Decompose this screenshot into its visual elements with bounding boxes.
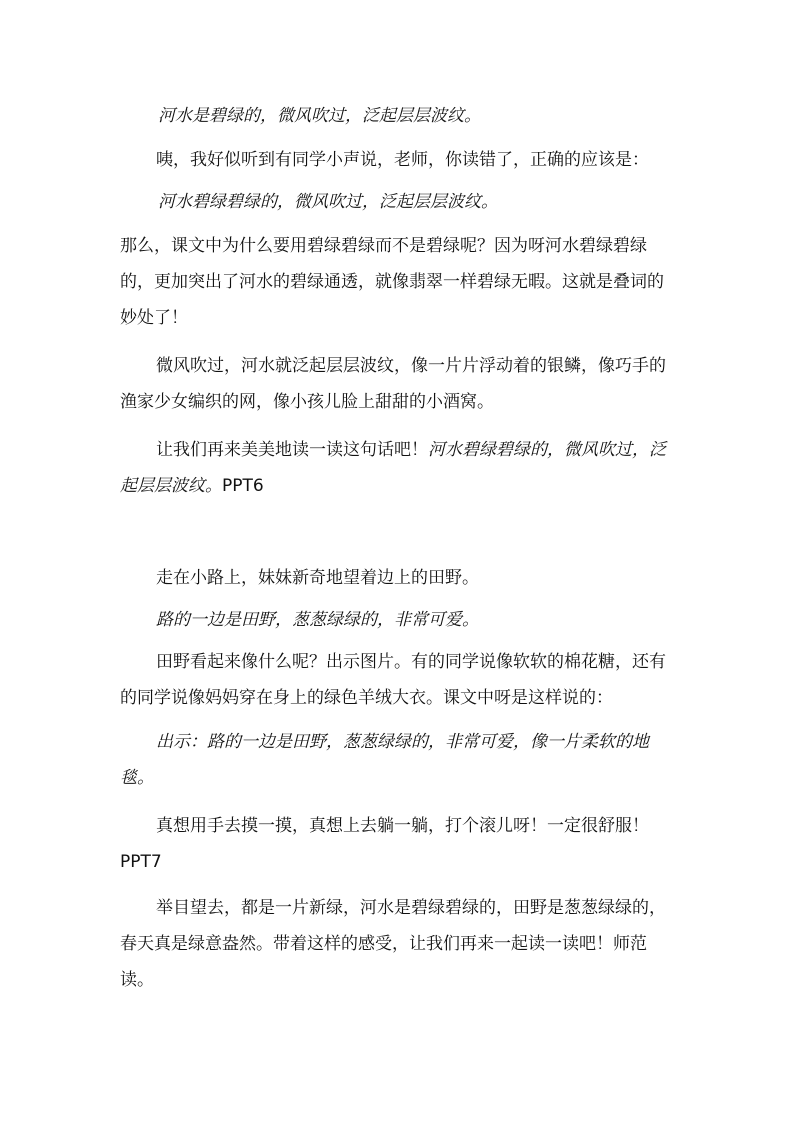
paragraph-2: 咦，我好似听到有同学小声说，老师，你读错了，正确的应该是： bbox=[156, 150, 649, 170]
quote-line-1: 河水是碧绿的，微风吹过，泛起层层波纹。 bbox=[158, 106, 481, 126]
paragraph-4: 那么，课文中为什么要用碧绿碧绿而不是碧绿呢？因为呀河水碧绿碧绿的，更加突出了河水的碧绿通透，就像翡翠一样碧绿无暇。这就是叠词的妙处了！ bbox=[120, 236, 664, 328]
quote-line-8: 路的一边是田野，葱葱绿绿的，非常可爱。 bbox=[156, 610, 479, 630]
paragraph-6 bbox=[120, 432, 680, 504]
quote-line-10: 出示：路的一边是田野，葱葱绿绿的，非常可爱，像一片柔软的地毯。 bbox=[120, 732, 649, 788]
paragraph-12: 举目望去，都是一片新绿，河水是碧绿碧绿的，田野是葱葱绿绿的，春天真是绿意盎然。带着这样的感受，让我们再来一起读一读吧！师范读。 bbox=[120, 898, 666, 990]
paragraph-6-italic: 河水碧绿碧绿的，微风吹过，泛起层层波纹。 bbox=[120, 440, 666, 496]
quote-line-3: 河水碧绿碧绿的，微风吹过，泛起层层波纹。 bbox=[158, 192, 498, 212]
paragraph-7: 走在小路上，妹妹新奇地望着边上的田野。 bbox=[156, 568, 479, 588]
paragraph-6-tail: PPT6 bbox=[222, 476, 264, 496]
paragraph-6-plain: 让我们再来美美地读一读这句话吧！ bbox=[156, 440, 428, 460]
paragraph-11: 真想用手去摸一摸，真想上去躺一躺，打个滚儿呀！一定很舒服！PPT7 bbox=[120, 816, 649, 872]
paragraph-5: 微风吹过，河水就泛起层层波纹，像一片片浮动着的银鳞，像巧手的渔家少女编织的网，像小孩儿脸上甜甜的小酒窝。 bbox=[120, 356, 666, 412]
paragraph-9: 田野看起来像什么呢？出示图片。有的同学说像软软的棉花糖，还有的同学说像妈妈穿在身上的绿色羊绒大衣。课文中呀是这样说的： bbox=[120, 652, 666, 708]
